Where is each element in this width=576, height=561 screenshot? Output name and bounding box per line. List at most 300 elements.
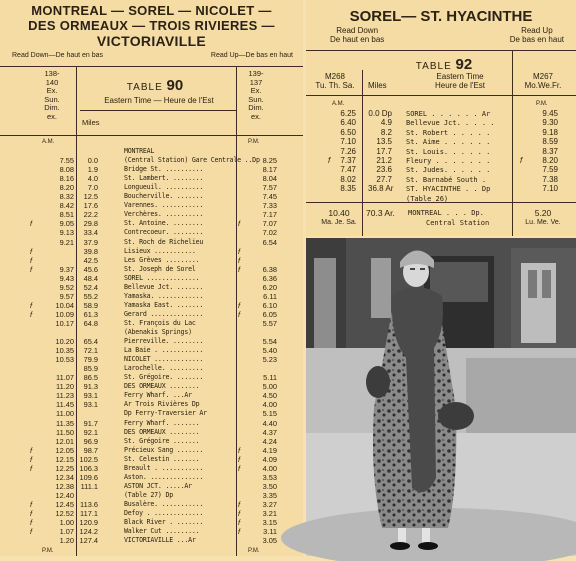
arrival-time: 8.17 bbox=[262, 165, 277, 175]
departure-time: 7.47 bbox=[340, 165, 356, 175]
departure-time: 10.53 bbox=[55, 355, 74, 365]
pm-label: P.M. bbox=[536, 101, 548, 107]
station-name: Breault . ........... bbox=[124, 463, 204, 472]
table-row bbox=[0, 536, 303, 545]
station-name: Ferry Wharf. ...Ar bbox=[124, 391, 192, 400]
table-row bbox=[0, 201, 303, 210]
mileage: 0.0 bbox=[87, 156, 98, 166]
mileage: 79.9 bbox=[83, 355, 98, 365]
departure-time: 8.51 bbox=[59, 210, 74, 220]
flag-stop-mark: f bbox=[30, 509, 33, 518]
departure-time: 7.55 bbox=[59, 156, 74, 166]
table-row bbox=[0, 147, 303, 156]
station-name: (Abenakis Springs) bbox=[124, 328, 192, 336]
station-name: SOREL .............. bbox=[124, 273, 200, 282]
route-line-2: DES ORMEAUX — TROIS RIVIERES — bbox=[28, 18, 275, 33]
table-row bbox=[0, 174, 303, 183]
flag-stop-mark: f bbox=[238, 454, 241, 464]
mileage: 12.5 bbox=[83, 192, 98, 202]
mileage: 111.1 bbox=[80, 481, 98, 491]
divider bbox=[0, 66, 303, 67]
station-name: Gerard .............. bbox=[124, 309, 204, 318]
station-name: St. Joseph de Sorel bbox=[124, 264, 196, 273]
footer-time: 5.20 bbox=[534, 208, 552, 218]
timezone-label bbox=[408, 72, 512, 90]
timezone-fr: Heure de l'Est bbox=[435, 81, 485, 90]
flag-stop-mark: f bbox=[238, 527, 241, 537]
station-name: MONTREAL bbox=[124, 147, 155, 155]
arrival-time: 4.19 bbox=[262, 445, 277, 455]
table-row bbox=[0, 355, 303, 364]
table-row bbox=[0, 247, 303, 256]
departure-time: 10.17 bbox=[55, 318, 74, 328]
departure-time: 12.01 bbox=[55, 436, 74, 446]
divider bbox=[80, 110, 236, 111]
right-train-header bbox=[514, 72, 572, 90]
station-name: Précieux Sang ....... bbox=[124, 445, 204, 454]
flag-stop-mark: f bbox=[238, 518, 241, 528]
table-row bbox=[0, 192, 303, 201]
flag-stop-mark: f bbox=[520, 156, 523, 165]
mileage: 85.9 bbox=[83, 364, 98, 374]
arrival-time: 6.11 bbox=[263, 291, 277, 301]
arrival-time: 5.15 bbox=[262, 409, 277, 419]
table-row bbox=[0, 491, 303, 500]
mileage: 29.8 bbox=[83, 219, 98, 229]
flag-stop-mark: f bbox=[30, 309, 33, 319]
arrival-time: 6.36 bbox=[262, 273, 277, 283]
flag-stop-mark: f bbox=[30, 454, 33, 464]
table-row bbox=[0, 518, 303, 527]
arrival-time: 4.37 bbox=[262, 427, 277, 437]
station-name: Walker Cut ......... bbox=[124, 527, 200, 536]
departure-time: 10.35 bbox=[55, 346, 74, 356]
arrival-time: 7.59 bbox=[542, 165, 558, 175]
station-name: St. Judes. . . . . . bbox=[406, 166, 491, 175]
station-name: VICTORIAVILLE ...Ar bbox=[124, 536, 196, 545]
station-name: ASTON JCT. .....Ar bbox=[124, 481, 192, 490]
route-title: SOREL— ST. HYACINTHE bbox=[349, 8, 533, 25]
footer-left bbox=[318, 208, 360, 228]
left-train-header bbox=[312, 72, 358, 90]
station-name: Larochelle. ......... bbox=[124, 364, 204, 373]
flag-stop-mark: f bbox=[30, 518, 33, 528]
am-label: A.M. bbox=[42, 139, 55, 145]
table-row bbox=[0, 238, 303, 247]
table-row bbox=[0, 364, 303, 373]
mileage: 27.7 bbox=[376, 174, 392, 184]
table-row bbox=[0, 464, 303, 473]
table-row bbox=[0, 337, 303, 346]
departure-time: 12.45 bbox=[55, 499, 74, 509]
departure-time: 11.07 bbox=[56, 373, 74, 383]
divider bbox=[306, 50, 576, 51]
flag-stop-mark: f bbox=[30, 246, 33, 256]
table-row bbox=[0, 419, 303, 428]
mileage: 109.6 bbox=[79, 472, 98, 482]
train-note: Ex. bbox=[46, 86, 58, 95]
footer-days: Lu. Me. Ve. bbox=[525, 219, 561, 226]
departure-time: 11.00 bbox=[56, 409, 74, 419]
arrival-time: 6.20 bbox=[262, 282, 277, 292]
station-name: Fleury . . . . . . . bbox=[406, 157, 491, 165]
mileage: 102.5 bbox=[79, 454, 98, 464]
table-row bbox=[0, 482, 303, 491]
mileage: 98.7 bbox=[83, 445, 98, 455]
flag-stop-mark: f bbox=[238, 463, 241, 473]
departure-time: 12.25 bbox=[55, 463, 74, 473]
station-name: NICOLET ............. bbox=[124, 355, 204, 364]
mileage: 86.5 bbox=[83, 373, 98, 383]
table-row bbox=[0, 283, 303, 292]
miles-header: Miles bbox=[368, 81, 387, 90]
flag-stop-mark: f bbox=[30, 300, 33, 310]
arrival-time: 3.35 bbox=[262, 490, 277, 500]
station-name: La Baie . ........... bbox=[124, 346, 204, 355]
departure-time: 10.04 bbox=[55, 300, 74, 310]
train-note: Dim. bbox=[44, 103, 60, 112]
station-name: (Table 27) Dp bbox=[124, 490, 174, 499]
departure-time: 1.20 bbox=[59, 536, 74, 546]
arrival-time: 7.07 bbox=[262, 219, 277, 229]
departure-time: 6.25 bbox=[340, 109, 356, 118]
arrival-time: 4.50 bbox=[262, 391, 277, 401]
mileage: 48.4 bbox=[83, 273, 98, 283]
arrival-time: 3.05 bbox=[262, 536, 277, 546]
station-name: ST. HYACINTHE . . Dp bbox=[406, 185, 491, 194]
arrival-time: 7.17 bbox=[262, 210, 277, 220]
route-line-3: VICTORIAVILLE bbox=[96, 33, 207, 49]
station-name: Varennes. ........... bbox=[124, 201, 204, 210]
flag-stop-mark: f bbox=[30, 219, 33, 229]
mileage: 21.2 bbox=[376, 156, 392, 165]
departure-time: 1.00 bbox=[59, 518, 74, 528]
flag-stop-mark: f bbox=[30, 264, 33, 274]
station-name: St. Lambert. ........ bbox=[124, 174, 204, 183]
mileage: 39.8 bbox=[83, 246, 98, 256]
station-name: Yamaska East. ....... bbox=[124, 300, 204, 309]
flag-stop-mark: f bbox=[30, 255, 33, 265]
station-name: St. Barnabé South . bbox=[406, 175, 487, 184]
arrival-time: 3.21 bbox=[262, 509, 277, 518]
departure-time: 9.57 bbox=[59, 291, 74, 301]
table-row bbox=[0, 301, 303, 310]
divider bbox=[0, 135, 303, 136]
flag-stop-mark: f bbox=[328, 156, 331, 165]
table-number bbox=[80, 77, 230, 94]
arrival-time: 6.38 bbox=[262, 264, 277, 274]
station-name: Bellevue Jct. . . . . bbox=[406, 119, 495, 128]
train-note: Ex. bbox=[250, 86, 262, 95]
arrival-time: 8.25 bbox=[262, 156, 277, 166]
mileage: 93.1 bbox=[83, 400, 98, 410]
flag-stop-mark: f bbox=[238, 246, 241, 256]
departure-time: 9.52 bbox=[59, 282, 74, 292]
footer-time: 10.40 bbox=[328, 208, 350, 218]
am-label: A.M. bbox=[332, 101, 345, 107]
mileage: 106.3 bbox=[79, 463, 98, 473]
mileage: 4.0 bbox=[87, 174, 98, 184]
departure-time: 12.52 bbox=[55, 509, 74, 518]
arrival-time: 6.10 bbox=[262, 300, 277, 310]
departure-time: 8.02 bbox=[340, 174, 356, 184]
departure-time: 12.15 bbox=[55, 454, 74, 464]
arrival-time: 3.53 bbox=[262, 472, 277, 482]
flag-stop-mark: f bbox=[238, 445, 241, 455]
departure-time: 7.10 bbox=[340, 137, 356, 147]
station-name: Ar Trois Rivières Dp bbox=[124, 400, 200, 409]
station-name: Ferry Wharf. ....... bbox=[124, 418, 200, 427]
table-row bbox=[0, 274, 303, 283]
timetable-92 bbox=[306, 0, 576, 236]
mileage: 65.4 bbox=[83, 337, 98, 347]
mileage: 4.9 bbox=[380, 118, 392, 128]
departure-time: 11.35 bbox=[56, 418, 74, 428]
station-name: St. Louis. . . . . . bbox=[406, 147, 491, 156]
departure-time: 9.37 bbox=[59, 264, 74, 274]
station-name: St. Roch de Richelieu bbox=[124, 237, 204, 246]
station-name: Dp Ferry-Traversier Ar bbox=[124, 409, 207, 418]
station-name: Pierreville. ........ bbox=[124, 337, 204, 346]
train-days: Tu. Th. Sa. bbox=[315, 81, 355, 90]
table-row bbox=[0, 346, 303, 355]
arrival-time: 7.38 bbox=[542, 174, 558, 184]
mileage: 23.6 bbox=[376, 165, 392, 175]
departure-time: 1.07 bbox=[59, 527, 74, 537]
flag-stop-mark: f bbox=[238, 219, 241, 229]
mileage: 72.1 bbox=[83, 346, 98, 356]
arrival-time: 7.33 bbox=[262, 201, 277, 211]
table-row bbox=[0, 373, 303, 382]
departure-time: 12.40 bbox=[55, 490, 74, 500]
station-name: Longueuil. .......... bbox=[124, 183, 204, 192]
station-name: SOREL . . . . . . Ar bbox=[406, 110, 491, 118]
mileage: 22.2 bbox=[83, 210, 98, 220]
table-row bbox=[0, 219, 303, 228]
flag-stop-mark: f bbox=[238, 264, 241, 274]
table-row bbox=[0, 256, 303, 265]
station-name: Bridge St. .......... bbox=[124, 165, 204, 174]
departure-time: 12.05 bbox=[55, 445, 74, 455]
flag-stop-mark: f bbox=[30, 499, 33, 509]
departure-time: 8.16 bbox=[59, 174, 74, 184]
arrival-time: 4.00 bbox=[262, 400, 277, 410]
arrival-time: 4.00 bbox=[262, 463, 277, 473]
mileage: 61.3 bbox=[83, 309, 98, 319]
flag-stop-mark: f bbox=[30, 445, 33, 455]
departure-time: 7.37 bbox=[340, 156, 356, 165]
mileage: 64.8 bbox=[83, 318, 98, 328]
table-word: TABLE bbox=[126, 82, 163, 93]
mileage: 33.4 bbox=[83, 228, 98, 238]
flag-stop-mark: f bbox=[238, 309, 241, 319]
mileage: 91.7 bbox=[83, 418, 98, 428]
read-down-label: Read Down—De haut en bas bbox=[12, 52, 104, 59]
departure-time: 10.20 bbox=[55, 337, 74, 347]
station-name: (Table 26) bbox=[406, 194, 449, 203]
departure-time: 9.13 bbox=[59, 228, 74, 238]
arrival-time: 9.45 bbox=[542, 109, 558, 118]
table-row bbox=[0, 428, 303, 437]
flag-stop-mark: f bbox=[238, 300, 241, 310]
mileage: 7.0 bbox=[87, 183, 98, 193]
departure-time: 9.21 bbox=[59, 237, 74, 247]
departure-time: 8.35 bbox=[340, 184, 356, 194]
station-name: St. Grégoire ....... bbox=[124, 436, 200, 445]
station-name: St. Robert . . . . . bbox=[406, 128, 491, 137]
read-up-en: Read Up bbox=[521, 26, 553, 35]
arrival-time: 7.57 bbox=[262, 183, 277, 193]
train-note: ex. bbox=[46, 111, 57, 121]
arrival-time: 9.18 bbox=[542, 127, 558, 137]
footer-right bbox=[518, 208, 568, 228]
departure-time: 6.50 bbox=[340, 127, 356, 137]
mileage: 36.8 Ar bbox=[368, 184, 394, 194]
table-number bbox=[376, 56, 512, 73]
arrival-time: 4.40 bbox=[262, 418, 277, 428]
right-train-header bbox=[238, 70, 274, 121]
table-row bbox=[0, 382, 303, 391]
table-row bbox=[0, 409, 303, 418]
divider bbox=[306, 95, 576, 96]
arrival-time: 5.54 bbox=[262, 337, 277, 347]
left-train-header bbox=[34, 70, 70, 121]
arrival-time: 8.04 bbox=[262, 174, 277, 184]
departure-time: 7.26 bbox=[340, 146, 356, 156]
mileage: 52.4 bbox=[83, 282, 98, 292]
arrival-time: 5.57 bbox=[262, 318, 277, 328]
arrival-time: 5.11 bbox=[263, 373, 277, 383]
station-name: St. Aime . . . . . . bbox=[406, 138, 491, 147]
station-name: DES ORMEAUX ........ bbox=[124, 427, 200, 436]
footer-station-name: MONTREAL . . . Dp. bbox=[408, 209, 484, 217]
read-up-label bbox=[510, 26, 564, 44]
mileage: 17.6 bbox=[83, 201, 98, 211]
table-row bbox=[306, 194, 576, 204]
flag-stop-mark: f bbox=[30, 463, 33, 473]
table-row bbox=[0, 228, 303, 237]
table-word: TABLE bbox=[415, 61, 452, 72]
route-line-1: MONTREAL — SOREL — NICOLET — bbox=[31, 3, 272, 18]
mileage: 45.6 bbox=[83, 264, 98, 274]
mileage: 55.2 bbox=[83, 291, 98, 301]
station-name: Contrecoeur. ........ bbox=[124, 228, 204, 237]
departure-time: 8.20 bbox=[59, 183, 74, 193]
arrival-time: 7.10 bbox=[542, 184, 558, 194]
mileage: 37.9 bbox=[83, 237, 98, 247]
table-row bbox=[0, 319, 303, 328]
woman-in-fur-coat-photo bbox=[306, 238, 576, 556]
departure-time: 6.40 bbox=[340, 118, 356, 128]
train-number: M267 bbox=[532, 72, 553, 81]
station-name: Busalère. ........... bbox=[124, 499, 204, 508]
station-name: (Central Station) Gare Centrale ..Dp bbox=[124, 156, 260, 165]
read-down-label bbox=[330, 26, 384, 44]
mileage: 113.6 bbox=[80, 499, 98, 509]
table-row bbox=[0, 265, 303, 274]
table-row bbox=[0, 500, 303, 509]
mileage: 93.1 bbox=[83, 391, 98, 401]
departure-time: 10.09 bbox=[55, 309, 74, 319]
mileage: 127.4 bbox=[79, 536, 98, 546]
mileage: 13.5 bbox=[376, 137, 392, 147]
table-row bbox=[0, 527, 303, 536]
train-number: 137 bbox=[249, 77, 263, 87]
departure-time: 8.08 bbox=[59, 165, 74, 175]
departure-time: 9.05 bbox=[59, 219, 74, 229]
station-name: St. Antoine. ........ bbox=[124, 219, 204, 228]
table-row bbox=[0, 183, 303, 192]
table-row bbox=[0, 391, 303, 400]
departure-time: 11.23 bbox=[56, 391, 74, 401]
read-up-label: Read Up—De bas en haut bbox=[210, 52, 293, 59]
station-name: Defoy . ............. bbox=[124, 509, 204, 517]
arrival-time: 8.37 bbox=[542, 146, 558, 156]
departure-time: 11.50 bbox=[56, 427, 74, 437]
departure-time: 8.32 bbox=[59, 192, 74, 202]
flag-stop-mark: f bbox=[30, 527, 33, 537]
station-name: Lisieux ........... bbox=[124, 246, 196, 255]
mileage: 1.9 bbox=[87, 165, 98, 175]
table-number-value: 90 bbox=[166, 77, 184, 94]
table-row bbox=[0, 292, 303, 301]
mileage: 42.5 bbox=[83, 255, 98, 265]
arrival-time: 3.27 bbox=[262, 499, 277, 509]
station-name: Verchères. .......... bbox=[124, 210, 204, 219]
departure-time: 11.45 bbox=[56, 400, 74, 410]
footer-days: Ma. Je. Sa. bbox=[321, 219, 357, 226]
station-name: St. François du Lac bbox=[124, 318, 196, 327]
table-row bbox=[0, 437, 303, 446]
station-name: Bellevue Jct. ....... bbox=[124, 282, 204, 291]
arrival-time: 7.45 bbox=[262, 192, 277, 202]
departure-time: 12.34 bbox=[55, 472, 74, 482]
arrival-time: 6.54 bbox=[262, 237, 277, 247]
train-note: Dim. bbox=[248, 103, 264, 112]
arrival-time: 6.05 bbox=[262, 309, 277, 319]
departure-time: 11.20 bbox=[56, 382, 74, 392]
footer-miles: 70.3 Ar. bbox=[366, 208, 395, 218]
arrival-time: 3.50 bbox=[262, 481, 277, 491]
pm-footer: P.M. bbox=[248, 548, 260, 554]
table-row bbox=[0, 509, 303, 518]
flag-stop-mark: f bbox=[238, 499, 241, 509]
departure-time: 9.43 bbox=[59, 273, 74, 283]
mileage: 58.9 bbox=[83, 300, 98, 310]
arrival-time: 4.09 bbox=[262, 454, 277, 464]
train-note: Sun. bbox=[248, 94, 264, 104]
mileage: 8.2 bbox=[380, 127, 392, 137]
arrival-time: 8.20 bbox=[542, 156, 558, 165]
pm-footer: P.M. bbox=[42, 548, 54, 554]
arrival-time: 5.00 bbox=[262, 382, 277, 392]
table-row bbox=[0, 455, 303, 464]
train-number: M268 bbox=[324, 72, 345, 81]
mileage: 124.2 bbox=[79, 527, 98, 537]
arrival-time: 5.40 bbox=[262, 346, 277, 356]
station-name: Les Grèves ......... bbox=[124, 255, 200, 264]
table-row bbox=[0, 400, 303, 409]
footer-station bbox=[408, 208, 512, 228]
mileage: 17.7 bbox=[376, 146, 392, 156]
table-number-value: 92 bbox=[455, 56, 473, 73]
arrival-time: 4.24 bbox=[262, 436, 277, 446]
arrival-time: 5.23 bbox=[262, 355, 277, 365]
flag-stop-mark: f bbox=[238, 255, 241, 265]
timezone-en: Eastern Time bbox=[436, 72, 484, 81]
station-name: Aston. .............. bbox=[124, 472, 204, 481]
train-number: 140 bbox=[45, 77, 59, 87]
